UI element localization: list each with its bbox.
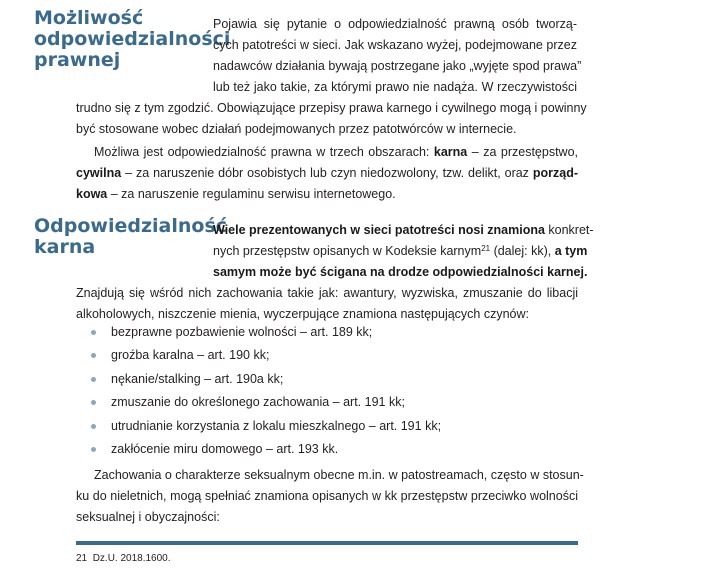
paragraph-line <box>76 186 396 202</box>
bold-term-porzadkowa-end: kowa <box>76 187 108 201</box>
list-item <box>91 441 441 464</box>
list-item <box>91 324 441 347</box>
paragraph-line <box>213 243 588 259</box>
list-item <box>91 347 441 370</box>
bold-text: samym może być ścigana na drodze odpowiedzialności karnej. <box>213 265 588 279</box>
list-item <box>91 418 441 441</box>
text-run: nych przestępstw opisanych w Kodeksie karnym <box>213 244 482 258</box>
bold-term-cywilna: cywilna <box>76 166 122 180</box>
bold-term-karna: karna <box>433 145 468 159</box>
paragraph-line: Pojawia się pytanie o odpowiedzialność prawną osób tworzą- <box>213 17 577 31</box>
paragraph-line: Zachowania o charakterze seksualnym obecne m.in. w patostreamach, często w stosun- <box>94 468 584 482</box>
paragraph-line: cych patotreści w sieci. Jak wskazano wyżej, podejmowane przez <box>213 38 577 52</box>
heading-line: Możliwość <box>34 7 144 29</box>
heading-line: prawnej <box>34 49 121 71</box>
bullet-icon <box>91 330 96 335</box>
paragraph-line: Znajdują się wśród nich zachowania takie jak: awantury, wyzwiska, zmuszanie do libacji <box>76 286 578 300</box>
bullet-icon <box>91 400 96 405</box>
paragraph-line <box>213 222 594 238</box>
bullet-icon <box>91 424 96 429</box>
list-item-text: zmuszanie do określonego zachowania – art. 191 kk; <box>111 395 405 410</box>
offence-list <box>91 324 441 464</box>
paragraph-line: seksualnej i obyczajności: <box>76 510 220 524</box>
list-item-text: groźba karalna – art. 190 kk; <box>111 348 270 363</box>
paragraph-line: nadawców działania bywają postrzegane jako „wyjęte spod prawa” <box>213 59 582 73</box>
paragraph-line: lub też jako takie, za którymi prawo nie nadąża. W rzeczywistości <box>213 80 577 94</box>
paragraph-line: alkoholowych, niszczenie mienia, wyczerpujące znamiona następujących czynów: <box>76 307 530 321</box>
list-item-text: zakłócenie miru domowego – art. 193 kk. <box>111 441 339 456</box>
heading-line: odpowiedzialności <box>34 28 231 50</box>
text-run: (dalej: kk), <box>490 244 555 258</box>
bold-text: a tym <box>554 244 588 258</box>
footnote-divider <box>76 541 578 545</box>
list-item-text: bezprawne pozbawienie wolności – art. 189 kk; <box>111 325 373 339</box>
footnote-number: 21 <box>76 553 88 564</box>
paragraph-line: być stosowane wobec działań podejmowanych przez patotwórców w internecie. <box>76 122 517 136</box>
text-run: konkret- <box>544 223 594 237</box>
bold-text: Wiele prezentowanych w sieci patotreści nosi znamiona <box>213 223 545 237</box>
text-run: Możliwa jest odpowiedzialność prawna w trzech obszarach: <box>94 145 434 159</box>
paragraph-line <box>94 144 578 160</box>
paragraph-line: trudno się z tym zgodzić. Obowiązujące przepisy prawa karnego i cywilnego mogą i powinny <box>76 101 587 115</box>
section-heading-legal-liability <box>34 8 230 71</box>
text-run: – za przestępstwo, <box>467 145 578 159</box>
list-item <box>91 371 441 394</box>
paragraph-line: ku do nieletnich, mogą spełniać znamiona opisanych w kk przestępstw przeciwko wolności <box>76 489 578 503</box>
list-item-text: utrudnianie korzystania z lokalu mieszkalnego – art. 191 kk; <box>111 418 442 433</box>
bold-term-porzadkowa: porząd- <box>532 166 578 180</box>
footnote-text: Dz.U. 2018.1600. <box>92 553 171 564</box>
paragraph-line <box>213 264 587 280</box>
list-item <box>91 394 441 417</box>
heading-line: karna <box>34 236 96 258</box>
section-heading-criminal-liability <box>34 216 227 258</box>
footnote-reference: 21 <box>481 244 491 253</box>
footnote <box>76 553 171 565</box>
text-run: – za naruszenie dóbr osobistych lub czyn niedozwolony, tzw. delikt, oraz <box>121 166 533 180</box>
bullet-icon <box>91 377 96 382</box>
list-item-text: nękanie/stalking – art. 190a kk; <box>111 371 284 386</box>
heading-line: Odpowiedzialność <box>34 215 228 237</box>
bullet-icon <box>91 447 96 452</box>
text-run: – za naruszenie regulaminu serwisu internetowego. <box>107 187 396 201</box>
paragraph-line <box>76 165 578 181</box>
bullet-icon <box>91 353 96 358</box>
